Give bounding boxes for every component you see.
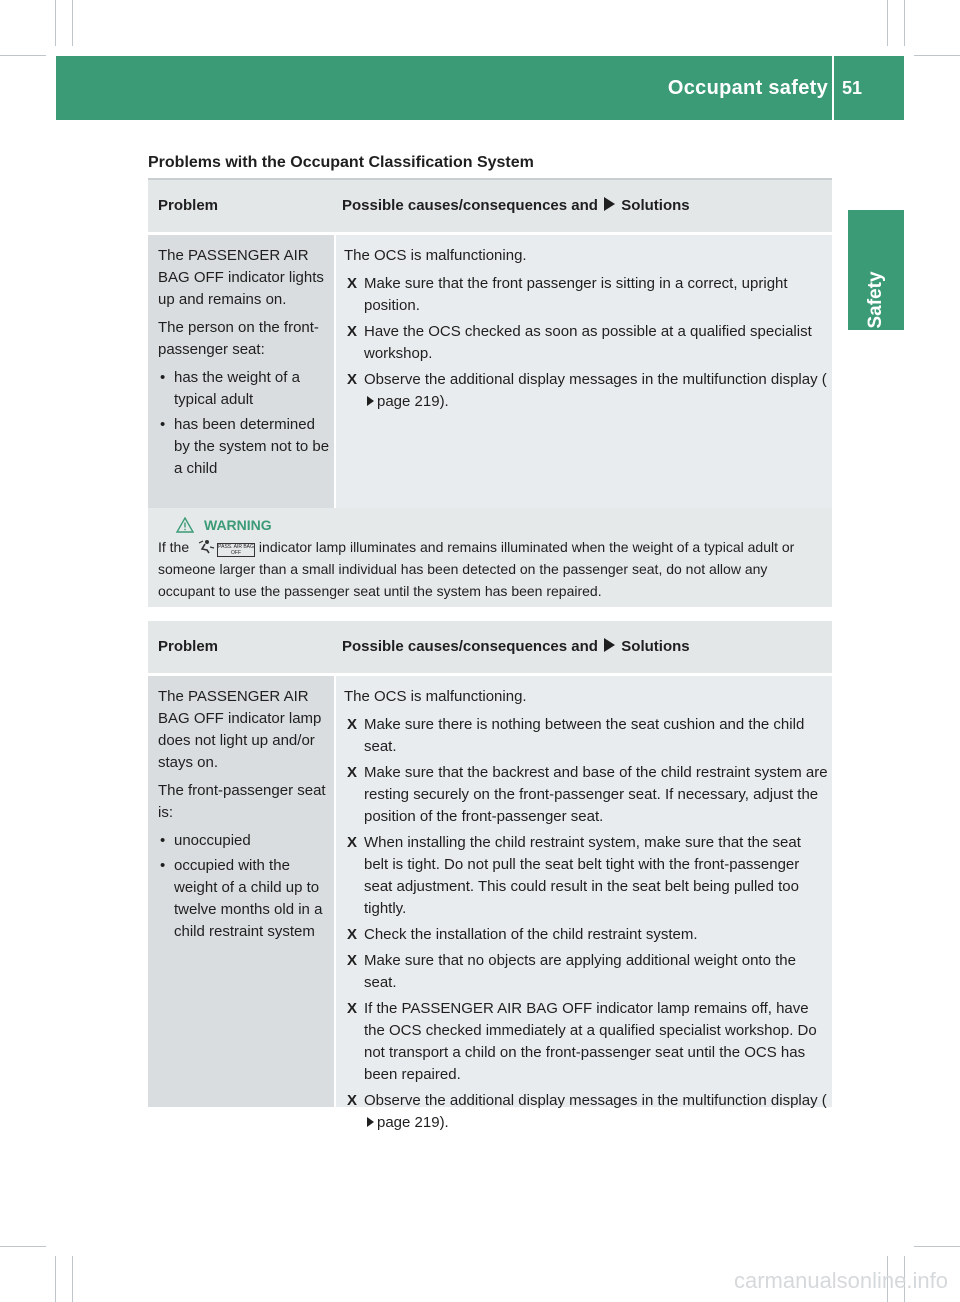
problem-description: The PASSENGER AIR BAG OFF indicator lamp does not light up and/or stays on.	[158, 688, 322, 771]
problem-condition: The front-passenger seat is:	[158, 782, 326, 821]
step-marker-icon: X	[347, 371, 358, 388]
warning-text: If the PASS. AIR BAG OFF indicator lamp illuminates and remains illuminated when the weight of a typical adult or someone larger than a small individual has been detected on the passenger seat, do not allow any occupant to use the passenger seat until the system has been repaired.	[158, 539, 795, 599]
list-item: • unoccupied	[160, 832, 251, 849]
header-divider	[832, 56, 834, 120]
step-marker-icon: X	[347, 323, 358, 340]
action-arrow-icon	[604, 638, 615, 652]
crop-mark	[55, 1256, 56, 1302]
list-item: • has been determined by the system not to be a child	[160, 416, 330, 477]
list-item: X Check the installation of the child restraint system.	[344, 924, 828, 946]
list-item: X Make sure that no objects are applying additional weight onto the seat.	[347, 952, 796, 991]
warning-triangle-icon	[176, 517, 194, 533]
step-marker-icon: X	[347, 1000, 358, 1017]
table-row	[148, 235, 832, 537]
list-item: X Observe the additional display messages in the multifunction display (page 219).	[347, 1092, 827, 1131]
problem-bullets	[158, 830, 330, 943]
step-marker-icon: X	[347, 952, 358, 969]
crop-mark	[904, 0, 905, 46]
header-title: Occupant safety	[667, 76, 828, 99]
side-tab-label: Safety	[865, 271, 886, 329]
cause-text: The OCS is malfunctioning.	[344, 247, 527, 264]
table-header	[148, 180, 832, 232]
list-item: X When installing the child restraint system, make sure that the seat belt is tight. Do not pull the seat belt tight with the front-passenger seat adjustment. This could result in the seat belt being pulled too tightly.	[347, 834, 801, 917]
problem-cell	[148, 676, 334, 1107]
solution-cell	[336, 676, 832, 1131]
list-item: X Observe the additional display messages in the multifunction display (page 219).	[347, 371, 827, 410]
crop-mark	[72, 1256, 73, 1302]
problem-cell	[148, 235, 334, 537]
header-solutions-pre: Possible causes/consequences and	[342, 197, 598, 214]
list-item: X Have the OCS checked as soon as possible at a qualified specialist workshop.	[347, 323, 812, 362]
header-solutions-pre: Possible causes/consequences and	[342, 638, 598, 655]
step-marker-icon: X	[347, 1092, 358, 1109]
table-row	[148, 676, 832, 1131]
header-solutions-post: Solutions	[621, 638, 690, 655]
page-number: 51	[842, 77, 863, 98]
air-bag-off-icon: PASS. AIR BAG OFF	[218, 544, 254, 556]
problem-condition: The person on the front-passenger seat:	[158, 319, 319, 358]
step-marker-icon: X	[347, 834, 358, 851]
crop-mark	[0, 55, 46, 56]
header-solutions	[336, 195, 832, 217]
list-item: X If the PASSENGER AIR BAG OFF indicator lamp remains off, have the OCS checked immediately at a qualified specialist workshop. Do not transport a child on the front-passenger seat until the OCS has been repaired.	[347, 1000, 817, 1083]
page-reference-icon	[367, 396, 374, 406]
crop-mark	[887, 0, 888, 46]
page-reference-icon	[367, 1117, 374, 1127]
step-marker-icon: X	[347, 716, 358, 733]
warning-title: WARNING	[204, 517, 272, 533]
problem-table-1	[148, 180, 832, 537]
seat-occupant-icon	[193, 539, 217, 554]
crop-mark	[72, 0, 73, 46]
list-item: • occupied with the weight of a child up to twelve months old in a child restraint system	[160, 857, 323, 940]
crop-mark	[914, 55, 960, 56]
header-problem: Problem	[158, 638, 219, 655]
list-item: • has the weight of a typical adult	[160, 369, 300, 408]
solution-cell	[336, 235, 832, 537]
action-arrow-icon	[604, 197, 615, 211]
warning-heading	[176, 514, 826, 536]
list-item: X Make sure that the front passenger is sitting in a correct, upright position.	[347, 275, 788, 314]
problem-table-2	[148, 621, 832, 1131]
watermark: carmanualsonline.info	[733, 1268, 948, 1293]
crop-mark	[914, 1246, 960, 1247]
warning-box	[148, 508, 832, 607]
step-marker-icon: X	[347, 764, 358, 781]
crop-mark	[55, 0, 56, 46]
step-marker-icon: X	[347, 275, 358, 292]
table-header	[148, 621, 832, 673]
problem-description: The PASSENGER AIR BAG OFF indicator lights up and remains on.	[158, 247, 324, 308]
header-solutions	[336, 636, 832, 658]
step-marker-icon: X	[347, 926, 358, 943]
list-item: X Make sure that the backrest and base of the child restraint system are resting securely on the front-passenger seat. If necessary, adjust the position of the front-passenger seat.	[347, 764, 828, 825]
solution-steps	[344, 714, 828, 1134]
header-problem: Problem	[158, 197, 219, 214]
solution-steps	[344, 273, 828, 413]
list-item: X Make sure there is nothing between the seat cushion and the child seat.	[347, 716, 805, 755]
section-title: Problems with the Occupant Classification System	[148, 154, 534, 171]
crop-mark	[0, 1246, 46, 1247]
problem-bullets	[158, 367, 330, 480]
header-solutions-post: Solutions	[621, 197, 690, 214]
cause-text: The OCS is malfunctioning.	[344, 688, 527, 705]
